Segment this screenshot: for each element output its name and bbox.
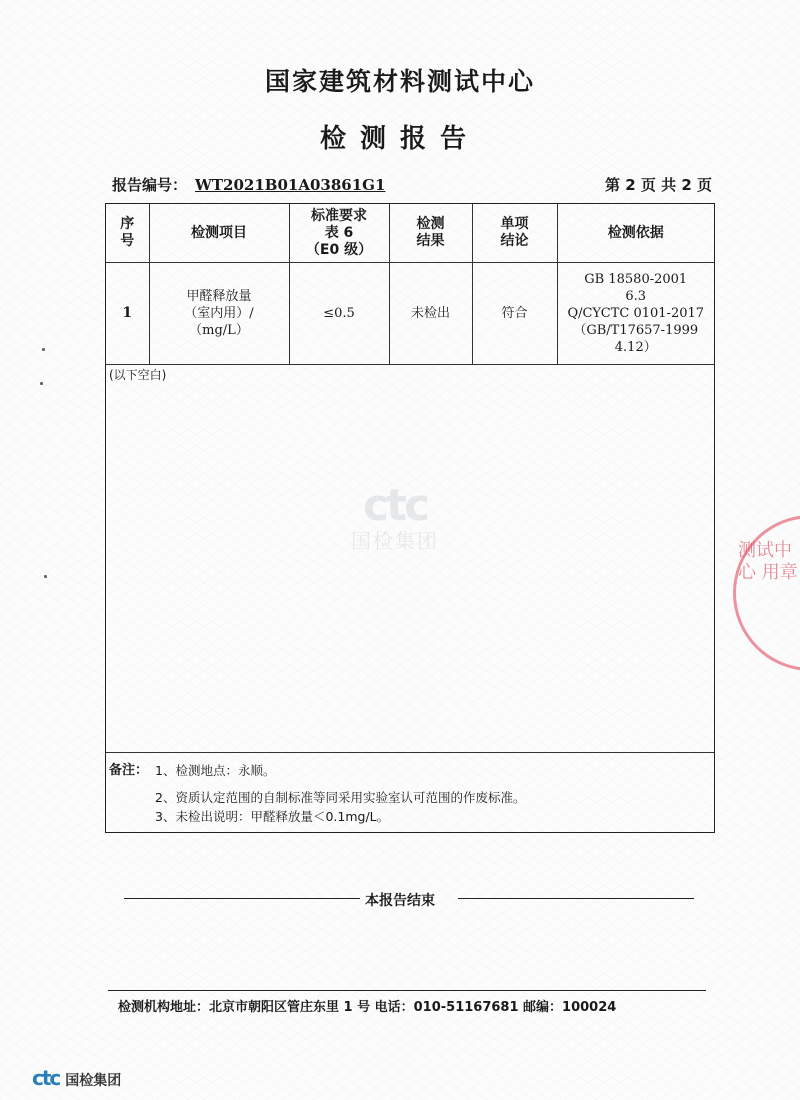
- col-header-result: [389, 204, 472, 263]
- col-header-seq-text: 序 号: [120, 216, 135, 249]
- notes-divider: [106, 752, 714, 753]
- col-header-item-text: 检测项目: [191, 224, 247, 241]
- col-header-requirement-text: 标准要求 表 6 （E0 级）: [305, 207, 373, 258]
- report-number-line: [112, 174, 385, 195]
- col-header-item: [149, 204, 289, 263]
- scan-speck: [40, 382, 43, 385]
- footer-divider: [108, 990, 706, 991]
- cell-result-text: 未检出: [410, 306, 450, 321]
- cell-seq: [106, 263, 149, 365]
- notes-label: 备注：: [109, 763, 149, 778]
- document-title: 检测报告: [319, 124, 480, 154]
- note-item-3: 3、未检出说明：甲醛释放量＜0.1mg/L。: [155, 809, 390, 824]
- cell-requirement: [289, 263, 389, 365]
- scan-speck: [42, 348, 45, 351]
- col-header-basis: [557, 204, 714, 263]
- watermark-logo-text: 国检集团: [351, 529, 439, 553]
- blank-below-note: (以下空白): [109, 368, 167, 382]
- col-header-requirement: [289, 204, 389, 263]
- official-seal-text: 测试中心 用章: [738, 540, 798, 583]
- company-logo: [32, 1066, 121, 1090]
- col-header-conclusion: [472, 204, 557, 263]
- cell-requirement-text: ≤0.5: [323, 306, 355, 321]
- page-count: 第 2 页 共 2 页: [605, 176, 712, 194]
- cell-basis: [557, 263, 714, 365]
- footer-address: 检测机构地址：北京市朝阳区管庄东里 1 号 电话：010-51167681 邮编：100024: [118, 1000, 617, 1015]
- organization-title: 国家建筑材料测试中心: [264, 67, 535, 96]
- company-logo-name: 国检集团: [65, 1073, 122, 1089]
- cell-conclusion-text: 符合: [501, 306, 528, 321]
- col-header-seq: [106, 204, 149, 263]
- report-number-label: 报告编号：: [112, 176, 188, 194]
- col-header-result-text: 检测 结果: [416, 216, 445, 249]
- scan-speck: [44, 575, 47, 578]
- col-header-basis-text: 检测依据: [607, 224, 664, 241]
- cell-item: [149, 263, 289, 365]
- note-item-1: 1、检测地点：永顺。: [155, 763, 276, 778]
- cell-basis-text: GB 18580-2001 6.3 Q/CYCTC 0101-2017 （GB/T17657-1999 4.12）: [567, 272, 705, 355]
- note-item-2: 2、资质认定范围的自制标准等同采用实验室认可范围的作废标准。: [155, 790, 526, 805]
- table-row: [106, 263, 714, 365]
- watermark-logo: [330, 480, 460, 580]
- report-number: WT2021B01A03861G1: [195, 176, 386, 194]
- watermark-logo-mark: ctc: [362, 480, 428, 531]
- report-end-marker: [0, 890, 800, 910]
- cell-result: [389, 263, 472, 365]
- results-table: [106, 204, 714, 365]
- cell-conclusion: [472, 263, 557, 365]
- cell-item-text: 甲醛释放量 （室内用）/ （mg/L）: [184, 289, 254, 338]
- col-header-conclusion-text: 单项 结论: [500, 216, 529, 249]
- cell-seq-text: 1: [122, 305, 133, 321]
- company-logo-mark: ctc: [32, 1066, 60, 1090]
- table-header-row: [106, 204, 714, 263]
- report-end-text: 本报告结束: [361, 893, 439, 909]
